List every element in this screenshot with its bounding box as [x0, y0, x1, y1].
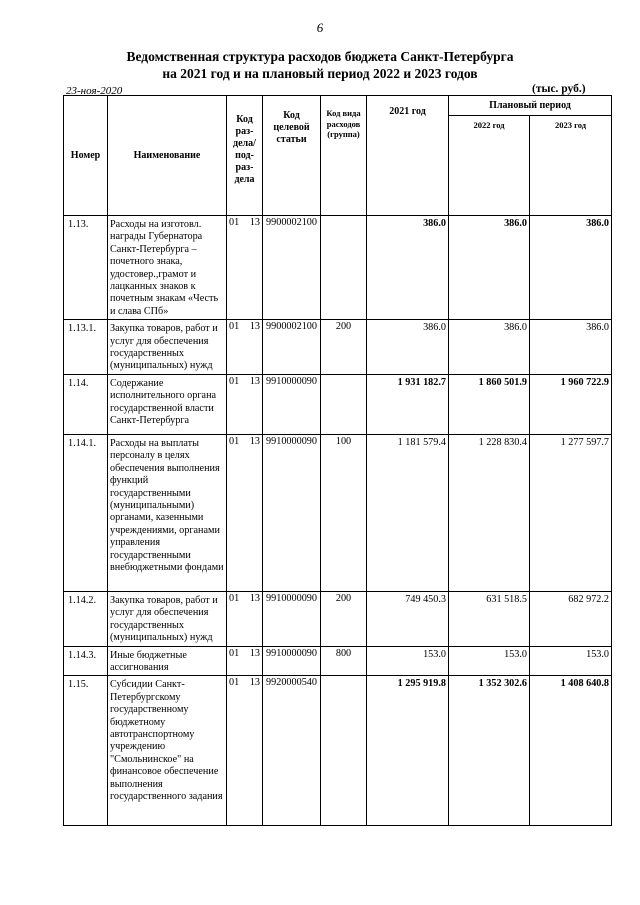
- budget-table: [63, 95, 612, 826]
- row-2021-cell: 1 931 182.7: [367, 374, 449, 434]
- row-type-cell: 200: [321, 320, 367, 375]
- section-code: 01: [229, 592, 240, 604]
- row-name-cell: Иные бюджетные ассигнования: [108, 646, 227, 676]
- table-row: [64, 320, 612, 375]
- row-2023-cell: 682 972.2: [530, 591, 612, 646]
- document-date: 23-ноя-2020: [66, 85, 123, 97]
- header-target-code: Код целевой статьи: [263, 96, 321, 216]
- row-type-cell: 800: [321, 646, 367, 676]
- row-section-cell: [227, 434, 263, 591]
- section-code: 01: [229, 647, 240, 659]
- row-2022-cell: 1 352 302.6: [449, 676, 530, 826]
- table-body: [64, 216, 612, 826]
- header-2023: 2023 год: [530, 116, 612, 216]
- row-section-cell: [227, 646, 263, 676]
- row-2021-cell: 1 295 919.8: [367, 676, 449, 826]
- subsection-code: 13: [249, 592, 260, 604]
- header-expense-type-code: Код вида расходов (группа): [321, 96, 367, 216]
- row-name-cell: Закупка товаров, работ и услуг для обеспечения государственных (муниципальных) нужд: [108, 320, 227, 375]
- table-row: [64, 591, 612, 646]
- row-name-cell: Закупка товаров, работ и услуг для обеспечения государственных (муниципальных) нужд: [108, 591, 227, 646]
- row-2021-cell: 1 181 579.4: [367, 434, 449, 591]
- subsection-code: 13: [249, 647, 260, 659]
- row-2021-cell: 749 450.3: [367, 591, 449, 646]
- header-name: Наименование: [108, 96, 227, 216]
- row-2023-cell: 386.0: [530, 320, 612, 375]
- page-number: 6: [316, 20, 324, 35]
- row-target-cell: 9910000090: [263, 646, 321, 676]
- section-code: 01: [229, 677, 240, 689]
- row-2021-cell: 386.0: [367, 216, 449, 320]
- subsection-code: 13: [249, 217, 260, 228]
- subsection-code: 13: [249, 321, 260, 333]
- row-name-cell: Содержание исполнительного органа государственной власти Санкт-Петербурга: [108, 374, 227, 434]
- title-line-2: на 2021 год и на плановый период 2022 и 2023 годов: [162, 66, 478, 81]
- row-section-cell: [227, 374, 263, 434]
- header-2022: 2022 год: [449, 116, 530, 216]
- row-2023-cell: 153.0: [530, 646, 612, 676]
- table-row: [64, 676, 612, 826]
- title-line-1: Ведомственная структура расходов бюджета Санкт-Петербурга: [126, 49, 514, 64]
- table-row: [64, 434, 612, 591]
- table-row: [64, 374, 612, 434]
- section-code: 01: [229, 217, 240, 228]
- row-2023-cell: 1 277 597.7: [530, 434, 612, 591]
- header-number: Номер: [64, 96, 108, 216]
- row-2022-cell: 153.0: [449, 646, 530, 676]
- section-code: 01: [229, 435, 240, 447]
- row-section-cell: [227, 216, 263, 320]
- row-number-cell: 1.15.: [64, 676, 108, 826]
- header-section-code: Код раз-дела/ под-раз-дела: [227, 96, 263, 216]
- row-name-cell: Субсидии Санкт-Петербургскому государственному бюджетному автотранспортному учреждению "Смольнинское" на финансовое обеспечение выполнения государственного задания: [108, 676, 227, 826]
- row-type-cell: [321, 216, 367, 320]
- row-number-cell: 1.14.3.: [64, 646, 108, 676]
- row-name-cell: Расходы на изготовл. награды Губернатора Санкт-Петербурга – почетного знака, удостовер.,грамот и лацканных знаков к почетным знакам «Честь и слава СПб»: [108, 216, 227, 320]
- row-section-cell: [227, 591, 263, 646]
- row-number-cell: 1.13.: [64, 216, 108, 320]
- row-2022-cell: 631 518.5: [449, 591, 530, 646]
- row-2022-cell: 386.0: [449, 320, 530, 375]
- row-number-cell: 1.14.2.: [64, 591, 108, 646]
- row-2021-cell: 153.0: [367, 646, 449, 676]
- row-section-cell: [227, 320, 263, 375]
- row-number-cell: 1.13.1.: [64, 320, 108, 375]
- row-2023-cell: 1 408 640.8: [530, 676, 612, 826]
- header-2021: 2021 год: [367, 96, 449, 216]
- row-2023-cell: 386.0: [530, 216, 612, 320]
- subsection-code: 13: [249, 435, 260, 447]
- section-code: 01: [229, 321, 240, 333]
- units-label: (тыс. руб.): [532, 83, 586, 95]
- row-target-cell: 9900002100: [263, 216, 321, 320]
- row-2023-cell: 1 960 722.9: [530, 374, 612, 434]
- subsection-code: 13: [249, 375, 260, 387]
- row-target-cell: 9920000540: [263, 676, 321, 826]
- document-title: [0, 48, 640, 82]
- row-target-cell: 9900002100: [263, 320, 321, 375]
- row-target-cell: 9910000090: [263, 434, 321, 591]
- row-type-cell: 200: [321, 591, 367, 646]
- row-section-cell: [227, 676, 263, 826]
- row-type-cell: [321, 374, 367, 434]
- section-code: 01: [229, 375, 240, 387]
- row-2021-cell: 386.0: [367, 320, 449, 375]
- row-target-cell: 9910000090: [263, 374, 321, 434]
- subsection-code: 13: [249, 677, 260, 689]
- row-target-cell: 9910000090: [263, 591, 321, 646]
- row-number-cell: 1.14.1.: [64, 434, 108, 591]
- row-type-cell: 100: [321, 434, 367, 591]
- table-row: [64, 216, 612, 320]
- header-planning-period: Плановый период: [449, 96, 612, 116]
- row-type-cell: [321, 676, 367, 826]
- row-2022-cell: 1 860 501.9: [449, 374, 530, 434]
- row-2022-cell: 1 228 830.4: [449, 434, 530, 591]
- table-row: [64, 646, 612, 676]
- row-number-cell: 1.14.: [64, 374, 108, 434]
- row-name-cell: Расходы на выплаты персоналу в целях обеспечения выполнения функций государственными (муниципальными) органами, казенными учреждениями, органами управления государственными внебюджетными фондами: [108, 434, 227, 591]
- row-2022-cell: 386.0: [449, 216, 530, 320]
